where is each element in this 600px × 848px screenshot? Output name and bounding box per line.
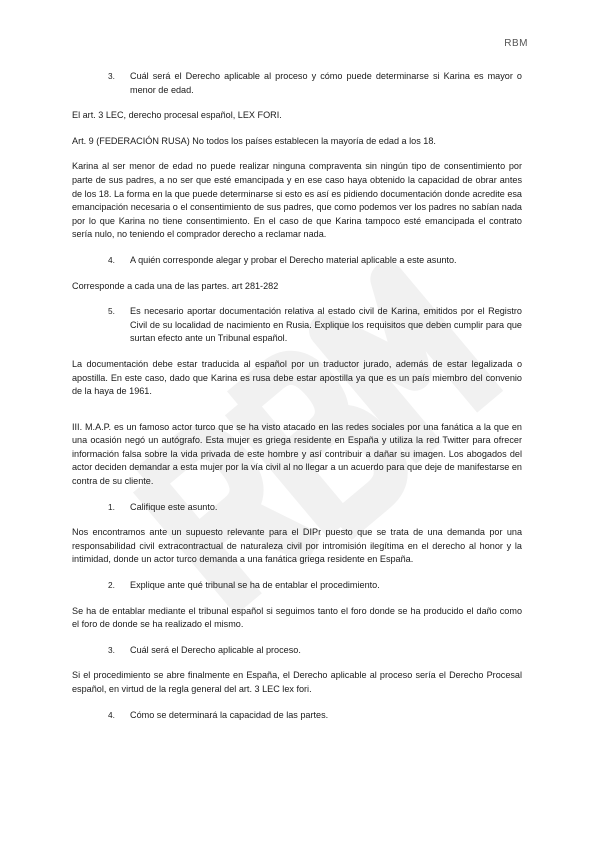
question-number: 4. (108, 254, 115, 265)
question-5 (72, 305, 522, 346)
question-3-second (72, 644, 522, 658)
answer-paragraph: El art. 3 LEC, derecho procesal español, LEX FORI. (72, 110, 282, 121)
question-text: Califique este asunto. (130, 501, 218, 512)
question-number: 1. (108, 501, 115, 512)
question-3-first (72, 70, 522, 97)
answer-paragraph: Corresponde a cada una de las partes. art 281-282 (72, 280, 279, 291)
question-text: Explique ante qué tribunal se ha de entablar el procedimiento. (130, 580, 380, 591)
question-number: 2. (108, 580, 115, 591)
question-number: 3. (108, 644, 115, 655)
answer-paragraph: La documentación debe estar traducida al español por un traductor jurado, además de estar legalizada o apostilla. En este caso, dado que Karina es rusa debe estar apostilla ya que es un país miembro del convenio de la haya de 1961. (72, 358, 522, 397)
question-4-second (72, 709, 522, 723)
question-text: Cómo se determinará la capacidad de las partes. (130, 709, 329, 720)
question-number: 4. (108, 709, 115, 720)
question-text: A quién corresponde alegar y probar el Derecho material aplicable a este asunto. (130, 254, 457, 265)
question-text: Cuál será el Derecho aplicable al proceso y cómo puede determinarse si Karina es mayor o menor de edad. (130, 71, 522, 95)
answer-paragraph: Si el procedimiento se abre finalmente en España, el Derecho aplicable al proceso sería el Derecho Procesal español, en virtud de la regla general del art. 3 LEC lex fori. (72, 670, 522, 694)
question-2 (72, 579, 522, 593)
question-number: 3. (108, 71, 115, 81)
header-initials: RBM (504, 38, 528, 49)
question-number: 5. (108, 306, 115, 317)
question-text: Es necesario aportar documentación relativa al estado civil de Karina, emitidos por el Registro Civil de su localidad de nacimiento en Rusia. Explique los requisitos que deben cumplir para que surtan efecto ante un Tribunal español. (130, 306, 522, 344)
answer-paragraph: Se ha de entablar mediante el tribunal español si seguimos tanto el foro donde se ha producido el daño como el foro de donde se ha realizado el mismo. (72, 605, 522, 630)
question-1 (72, 501, 522, 515)
answer-paragraph: Art. 9 (FEDERACIÓN RUSA) No todos los países establecen la mayoría de edad a los 18. (72, 135, 436, 146)
case-statement-paragraph: III. M.A.P. es un famoso actor turco que se ha visto atacado en las redes sociales por una fanática a la que en una ocasión negó un autógrafo. Esta mujer es griega residente en España y utiliza la red Twitter para ofrecer información falsa sobre la vida privada de este hombre y así contribuir a dañar su imagen. Los abogados del actor deciden demandar a esta mujer por la vía civil al no llegar a un acuerdo para que deje de manifestarse en contra de su cliente. (72, 421, 522, 487)
question-4-first (72, 254, 522, 268)
document-body (72, 70, 522, 722)
question-text: Cuál será el Derecho aplicable al proceso. (130, 644, 301, 655)
answer-paragraph: Karina al ser menor de edad no puede realizar ninguna compraventa sin ningún tipo de consentimiento por parte de sus padres, a no ser que esté emancipada y en ese caso haya obtenido la capacidad de obrar antes de los 18. La forma en la que puede determinarse si esto es así es pidiendo documentación donde acredite esa emancipación necesaria o el consentimiento de sus padres, que como podemos ver los padres no sabían nada por lo que Karina no tiene consentimiento. En el caso de que Karina tampoco esté emancipada el contrato sería nulo, no teniendo el comprador derecho a reclamar nada. (72, 161, 522, 240)
answer-paragraph: Nos encontramos ante un supuesto relevante para el DIPr puesto que se trata de una demanda por una responsabilidad civil extracontractual de naturaleza civil por intromisión ilegítima en el derecho al honor y la intimidad, donde un actor turco demanda a una fanática griega residente en España. (72, 527, 522, 565)
